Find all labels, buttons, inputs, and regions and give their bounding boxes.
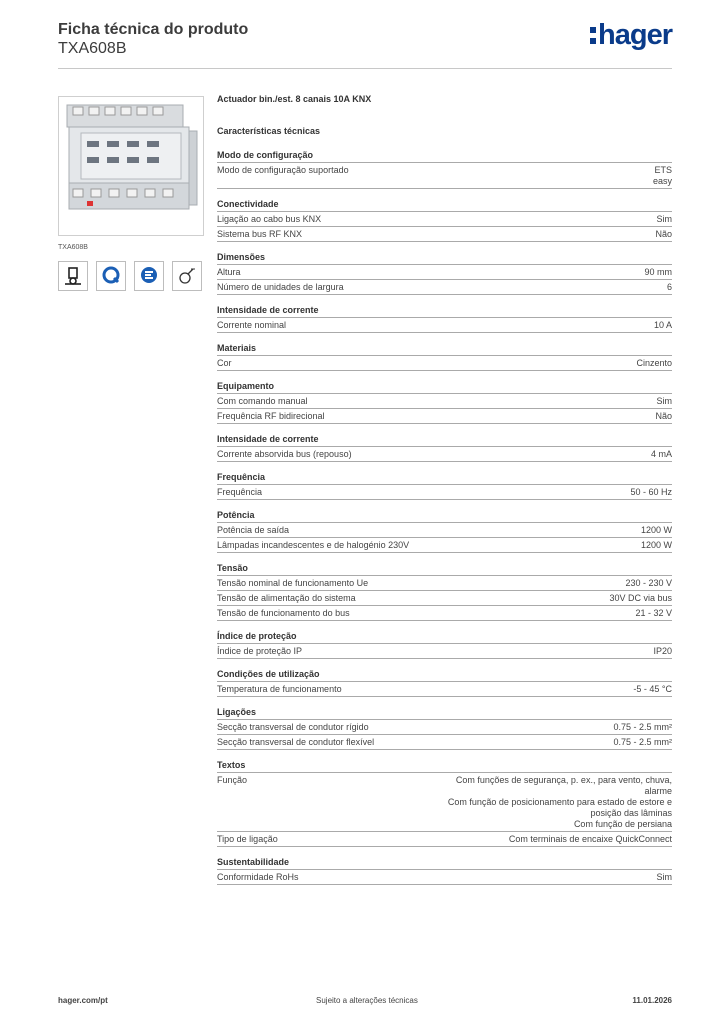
spec-value-line: 1200 W: [640, 524, 672, 535]
left-column: [58, 96, 204, 291]
spec-value: [653, 646, 672, 657]
spec-row: [217, 227, 672, 242]
section-title: Intensidade de corrente: [217, 304, 672, 318]
spec-value: [636, 358, 672, 369]
spec-section: [217, 630, 672, 659]
spec-value-line: Cinzento: [636, 357, 672, 368]
section-title: Potência: [217, 509, 672, 523]
spec-label: Corrente nominal: [217, 319, 287, 330]
spec-label: Secção transversal de condutor rígido: [217, 721, 369, 732]
section-title: Sustentabilidade: [217, 856, 672, 870]
spec-row: [217, 447, 672, 462]
spec-row: [217, 485, 672, 500]
tech-characteristics-heading: Características técnicas: [217, 126, 321, 136]
section-title: Tensão: [217, 562, 672, 576]
spec-value-line: 30V DC via bus: [609, 592, 672, 603]
spec-value: [633, 684, 672, 695]
section-title: Equipamento: [217, 380, 672, 394]
section-title: Intensidade de corrente: [217, 433, 672, 447]
spec-section: [217, 380, 672, 424]
spec-section: [217, 433, 672, 462]
spec-value: [655, 229, 672, 240]
spec-value: [667, 282, 672, 293]
spec-value-line: IP20: [653, 645, 672, 656]
spec-value-line: 230 - 230 V: [625, 577, 672, 588]
spec-sections: [217, 149, 672, 885]
spec-row: [217, 394, 672, 409]
quality-q-icon: [96, 261, 126, 291]
spec-value: [609, 593, 672, 604]
spec-value-line: easy: [652, 175, 672, 186]
spec-section: [217, 759, 672, 847]
spec-value-line: alarme: [644, 785, 672, 796]
spec-label: Conformidade RoHs: [217, 871, 299, 882]
spec-label: Cor: [217, 357, 232, 368]
spec-value: [657, 214, 673, 225]
footer-website: hager.com/pt: [58, 996, 108, 1005]
spec-value: [653, 165, 672, 187]
spec-value: [613, 722, 672, 733]
spec-section: [217, 149, 672, 189]
spec-value: [635, 608, 672, 619]
product-code: TXA608B: [58, 40, 127, 57]
spec-value-line: Não: [655, 410, 672, 421]
spec-value: [641, 525, 672, 536]
spec-value-line: 4 mA: [650, 448, 672, 459]
spec-section: [217, 198, 672, 242]
energy-e-icon: [134, 261, 164, 291]
spec-value-line: 0.75 - 2.5 mm²: [613, 736, 672, 747]
section-title: Ligações: [217, 706, 672, 720]
spec-section: [217, 509, 672, 553]
spec-value-line: Não: [655, 228, 672, 239]
spec-value-line: Com função de persiana: [573, 818, 672, 829]
header-divider: [58, 68, 672, 69]
spec-label: Com comando manual: [217, 395, 308, 406]
spec-row: [217, 576, 672, 591]
spec-label: Tensão de alimentação do sistema: [217, 592, 356, 603]
spec-value: [655, 411, 672, 422]
spec-value-line: posição das lâminas: [590, 807, 672, 818]
spec-value: [657, 396, 673, 407]
spec-section: [217, 562, 672, 621]
spec-section: [217, 668, 672, 697]
spec-label: Tipo de ligação: [217, 833, 278, 844]
spec-section: [217, 471, 672, 500]
spec-value-line: Sim: [656, 213, 672, 224]
spec-value: [613, 737, 672, 748]
spec-value: [448, 775, 672, 830]
spec-value-line: Sim: [656, 395, 672, 406]
spec-row: [217, 356, 672, 371]
section-title: Textos: [217, 759, 672, 773]
spec-row: [217, 720, 672, 735]
spec-label: Modo de configuração suportado: [217, 164, 349, 175]
spec-label: Sistema bus RF KNX: [217, 228, 303, 239]
spec-value-line: ETS: [654, 164, 672, 175]
spec-row: [217, 735, 672, 750]
certification-badges: [58, 261, 204, 291]
spec-label: Corrente absorvida bus (repouso): [217, 448, 352, 459]
spec-value: [651, 449, 672, 460]
spec-label: Lâmpadas incandescentes e de halogénio 230V: [217, 539, 410, 550]
spec-section: [217, 706, 672, 750]
hager-logo: [590, 20, 672, 50]
spec-value: [657, 872, 673, 883]
spec-row: [217, 591, 672, 606]
spec-row: [217, 644, 672, 659]
spec-value: [630, 487, 672, 498]
spec-row: [217, 318, 672, 333]
spec-section: [217, 304, 672, 333]
spec-value-line: 1200 W: [640, 539, 672, 550]
spec-label: Secção transversal de condutor flexível: [217, 736, 375, 747]
logo-text: hager: [598, 19, 672, 51]
spec-value: [509, 834, 672, 845]
section-title: Frequência: [217, 471, 672, 485]
spec-label: Número de unidades de largura: [217, 281, 344, 292]
spec-label: Tensão nominal de funcionamento Ue: [217, 577, 369, 588]
spec-value-line: 90 mm: [644, 266, 672, 277]
spec-row: [217, 409, 672, 424]
spec-value-line: Sim: [656, 871, 672, 882]
spec-section: [217, 342, 672, 371]
spec-value-line: 0.75 - 2.5 mm²: [613, 721, 672, 732]
din-rail-actuator-icon: [59, 97, 203, 235]
spec-value-line: Com funções de segurança, p. ex., para vento, chuva,: [455, 774, 672, 785]
spec-row: [217, 832, 672, 847]
knx-device-icon: [58, 261, 88, 291]
section-title: Índice de proteção: [217, 630, 672, 644]
page-header: [58, 20, 672, 58]
product-image: [58, 96, 204, 236]
spec-row: [217, 870, 672, 885]
spec-value-line: Com função de posicionamento para estado de estore e: [447, 796, 672, 807]
spec-label: Potência de saída: [217, 524, 290, 535]
spec-value-line: 21 - 32 V: [635, 607, 672, 618]
spec-section: [217, 251, 672, 295]
section-title: Conectividade: [217, 198, 672, 212]
spec-label: Frequência: [217, 486, 263, 497]
spec-row: [217, 265, 672, 280]
section-title: Materiais: [217, 342, 672, 356]
document-title: Ficha técnica do produto: [58, 21, 249, 38]
spec-value: [641, 540, 672, 551]
spec-value: [654, 320, 672, 331]
footer-note: Sujeito a alterações técnicas: [316, 996, 418, 1005]
hand-operation-icon: [172, 261, 202, 291]
spec-value: [644, 267, 672, 278]
spec-section: [217, 856, 672, 885]
product-name: Actuador bin./est. 8 canais 10A KNX: [217, 94, 372, 104]
spec-label: Ligação ao cabo bus KNX: [217, 213, 322, 224]
spec-row: [217, 606, 672, 621]
image-caption: TXA608B: [58, 244, 88, 251]
spec-label: Altura: [217, 266, 241, 277]
spec-value-line: -5 - 45 °C: [633, 683, 672, 694]
spec-value-line: Com terminais de encaixe QuickConnect: [508, 833, 672, 844]
section-title: Condições de utilização: [217, 668, 672, 682]
spec-row: [217, 212, 672, 227]
spec-label: Tensão de funcionamento do bus: [217, 607, 350, 618]
section-title: Modo de configuração: [217, 149, 672, 163]
spec-row: [217, 682, 672, 697]
section-title: Dimensões: [217, 251, 672, 265]
spec-value-line: 6: [666, 281, 672, 292]
logo-colon-icon: [590, 27, 596, 49]
spec-row: [217, 523, 672, 538]
spec-label: Frequência RF bidirecional: [217, 410, 325, 421]
footer-date: 11.01.2026: [632, 996, 672, 1005]
spec-label: Temperatura de funcionamento: [217, 683, 342, 694]
spec-row: [217, 538, 672, 553]
spec-row: [217, 163, 672, 189]
spec-label: Função: [217, 774, 248, 785]
spec-value-line: 50 - 60 Hz: [630, 486, 672, 497]
spec-value-line: 10 A: [653, 319, 672, 330]
spec-value: [625, 578, 672, 589]
spec-label: Índice de proteção IP: [217, 645, 303, 656]
spec-row: [217, 773, 672, 832]
spec-row: [217, 280, 672, 295]
spec-table: [217, 94, 672, 885]
